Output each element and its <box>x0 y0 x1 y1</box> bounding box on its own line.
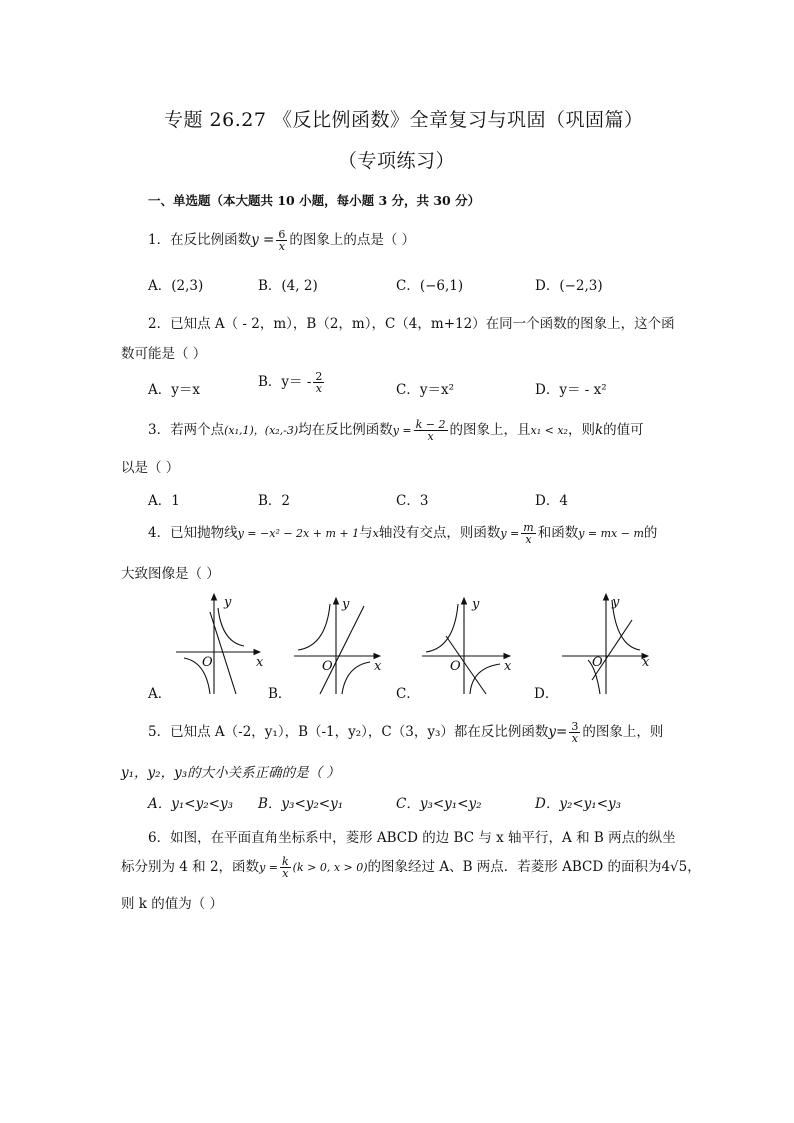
graph-d <box>562 594 648 694</box>
q2-optb-den: x <box>315 382 323 395</box>
q2-optb-num: 2 <box>315 370 323 383</box>
q4-linear: y = mx − m <box>578 527 644 540</box>
q4-mid1: 与 <box>359 525 373 541</box>
q6-lhs: y = <box>259 861 278 874</box>
q2-optb-pre: B．y＝ - <box>258 374 312 390</box>
q1-option-d: D．(−2,3) <box>535 278 603 294</box>
q1-option-c: C．(−6,1) <box>396 278 464 294</box>
q5-den: x <box>571 732 578 745</box>
q5-stem: 5．已知点 A（-2，y₁），B（-1，y₂），C（3，y₃）都在反比例函数 <box>148 724 549 740</box>
q3-lhs: y = <box>392 424 412 437</box>
q5-option-c: C．y₃<y₁<y₂ <box>396 796 482 812</box>
question-1 <box>148 228 415 252</box>
q4-lhs: y = <box>500 527 520 540</box>
q3-mid: 均在反比例函数 <box>298 422 393 438</box>
q4-fraction <box>521 522 535 545</box>
q5-option-b: B．y₃<y₂<y₁ <box>258 796 344 812</box>
q2-optb-fraction <box>313 371 324 394</box>
q1-tail: 的图象上的点是（ ） <box>289 232 416 248</box>
q4-xaxis: x <box>372 527 379 540</box>
q6-area: 4√5 <box>661 859 688 875</box>
q2-option-a: A．y＝x <box>148 382 200 398</box>
q4-parabola: y = −x² − 2x + m + 1 <box>237 527 360 540</box>
q1-fraction <box>276 229 287 252</box>
question-3-line2: 以是（ ） <box>121 460 180 476</box>
graph-a-origin: O <box>202 655 213 670</box>
graph-c-y-label: y <box>472 597 480 612</box>
q1-den: x <box>278 240 285 253</box>
q6-fraction <box>280 856 291 879</box>
q1-lhs: y = <box>251 232 275 248</box>
graph-a-x-label: x <box>256 655 264 670</box>
q4-num: m <box>523 521 534 534</box>
question-6-line1: 6．如图，在平面直角坐标系中，菱形 ABCD 的边 BC 与 x 轴平行，A 和 B 两点的纵坐 <box>148 830 676 846</box>
q4-den: x <box>525 533 532 546</box>
section-heading: 一、单选题（本大题共 10 小题，每小题 3 分，共 30 分） <box>148 193 481 208</box>
q4-stem: 4．已知抛物线 <box>148 525 238 541</box>
question-2-line1: 2．已知点 A（ - 2，m），B（2，m），C（4，m+12）在同一个函数的图象上，这个函 <box>148 316 675 332</box>
q6-mid: 的图象经过 A、B 两点．若菱形 ABCD 的面积为 <box>367 859 662 875</box>
q5-post: 的图象上，则 <box>582 724 664 740</box>
q3-num: k − 2 <box>415 418 446 431</box>
q5-option-a: A．y₁<y₂<y₃ <box>148 796 233 812</box>
graph-c-x-label: x <box>504 659 512 674</box>
q3-ineq: x₁ < x₂ <box>530 424 568 437</box>
q6-den: x <box>282 867 289 880</box>
q5-num: 3 <box>571 720 579 733</box>
question-3 <box>148 418 644 442</box>
q5-lhs: y= <box>548 724 568 740</box>
graph-d-origin: O <box>592 655 603 670</box>
q5-option-d: D．y₂<y₁<y₃ <box>535 796 622 812</box>
q1-stem: 1．在反比例函数 <box>148 232 252 248</box>
q1-num: 6 <box>278 228 286 241</box>
q6-condition: (k > 0, x > 0) <box>292 861 368 874</box>
q3-fraction <box>414 419 448 442</box>
graph-b-origin: O <box>322 659 333 674</box>
q1-option-a: A．(2,3) <box>148 278 204 294</box>
question-5-line2: y₁，y₂，y₃的大小关系正确的是（ ） <box>121 765 340 781</box>
q4-post: 的 <box>643 525 658 541</box>
graph-b-label: B． <box>268 686 292 702</box>
q4-graphs <box>140 590 680 705</box>
graph-b <box>294 598 380 694</box>
q2-option-d: D．y＝ - x² <box>535 382 607 398</box>
page-subtitle: （专项练习） <box>338 150 456 172</box>
graph-d-label: D． <box>534 686 559 702</box>
graph-a <box>176 594 260 694</box>
q3-option-b: B．2 <box>258 493 291 509</box>
graph-c <box>422 598 510 694</box>
q3-option-c: C．3 <box>396 493 429 509</box>
q6-num: k <box>282 855 289 868</box>
q4-mid2: 轴没有交点，则函数 <box>378 525 501 541</box>
q5-fraction <box>569 721 580 744</box>
question-4-line2: 大致图像是（ ） <box>121 566 220 582</box>
graph-c-origin: O <box>450 659 461 674</box>
graph-a-label: A． <box>148 686 172 702</box>
graph-d-y-label: y <box>612 595 620 610</box>
question-6-line3: 则 k 的值为（ ） <box>121 896 224 912</box>
question-6-line2 <box>121 855 701 879</box>
q3-k: k <box>594 422 604 438</box>
q1-option-b: B．(4, 2) <box>258 278 318 294</box>
q3-option-a: A．1 <box>148 493 180 509</box>
q3-option-d: D．4 <box>535 493 568 509</box>
q2-option-c: C．y＝x² <box>396 382 454 398</box>
graph-b-x-label: x <box>374 659 382 674</box>
graph-a-y-label: y <box>224 595 232 610</box>
question-2-line2: 数可能是（ ） <box>121 346 207 362</box>
q4-mid3: 和函数 <box>537 525 579 541</box>
q3-cond: 的图象上，且 <box>449 422 531 438</box>
q3-stem: 3．若两个点 <box>148 422 225 438</box>
q6-post: ， <box>687 859 701 875</box>
question-4 <box>148 521 657 545</box>
graph-d-x-label: x <box>642 655 650 670</box>
graph-c-label: C． <box>396 686 420 702</box>
graph-b-y-label: y <box>342 597 350 612</box>
q2-option-b <box>258 370 326 394</box>
question-5 <box>148 720 663 744</box>
q3-post2: 的值可 <box>603 422 644 438</box>
q3-points: (x₁,1)，(x₂,-3) <box>224 424 299 437</box>
q6-stem: 标分别为 4 和 2，函数 <box>121 859 260 875</box>
q3-post: ，则 <box>567 422 595 438</box>
q3-den: x <box>427 430 434 443</box>
page-title: 专题 26.27 《反比例函数》全章复习与巩固（巩固篇） <box>164 109 644 131</box>
